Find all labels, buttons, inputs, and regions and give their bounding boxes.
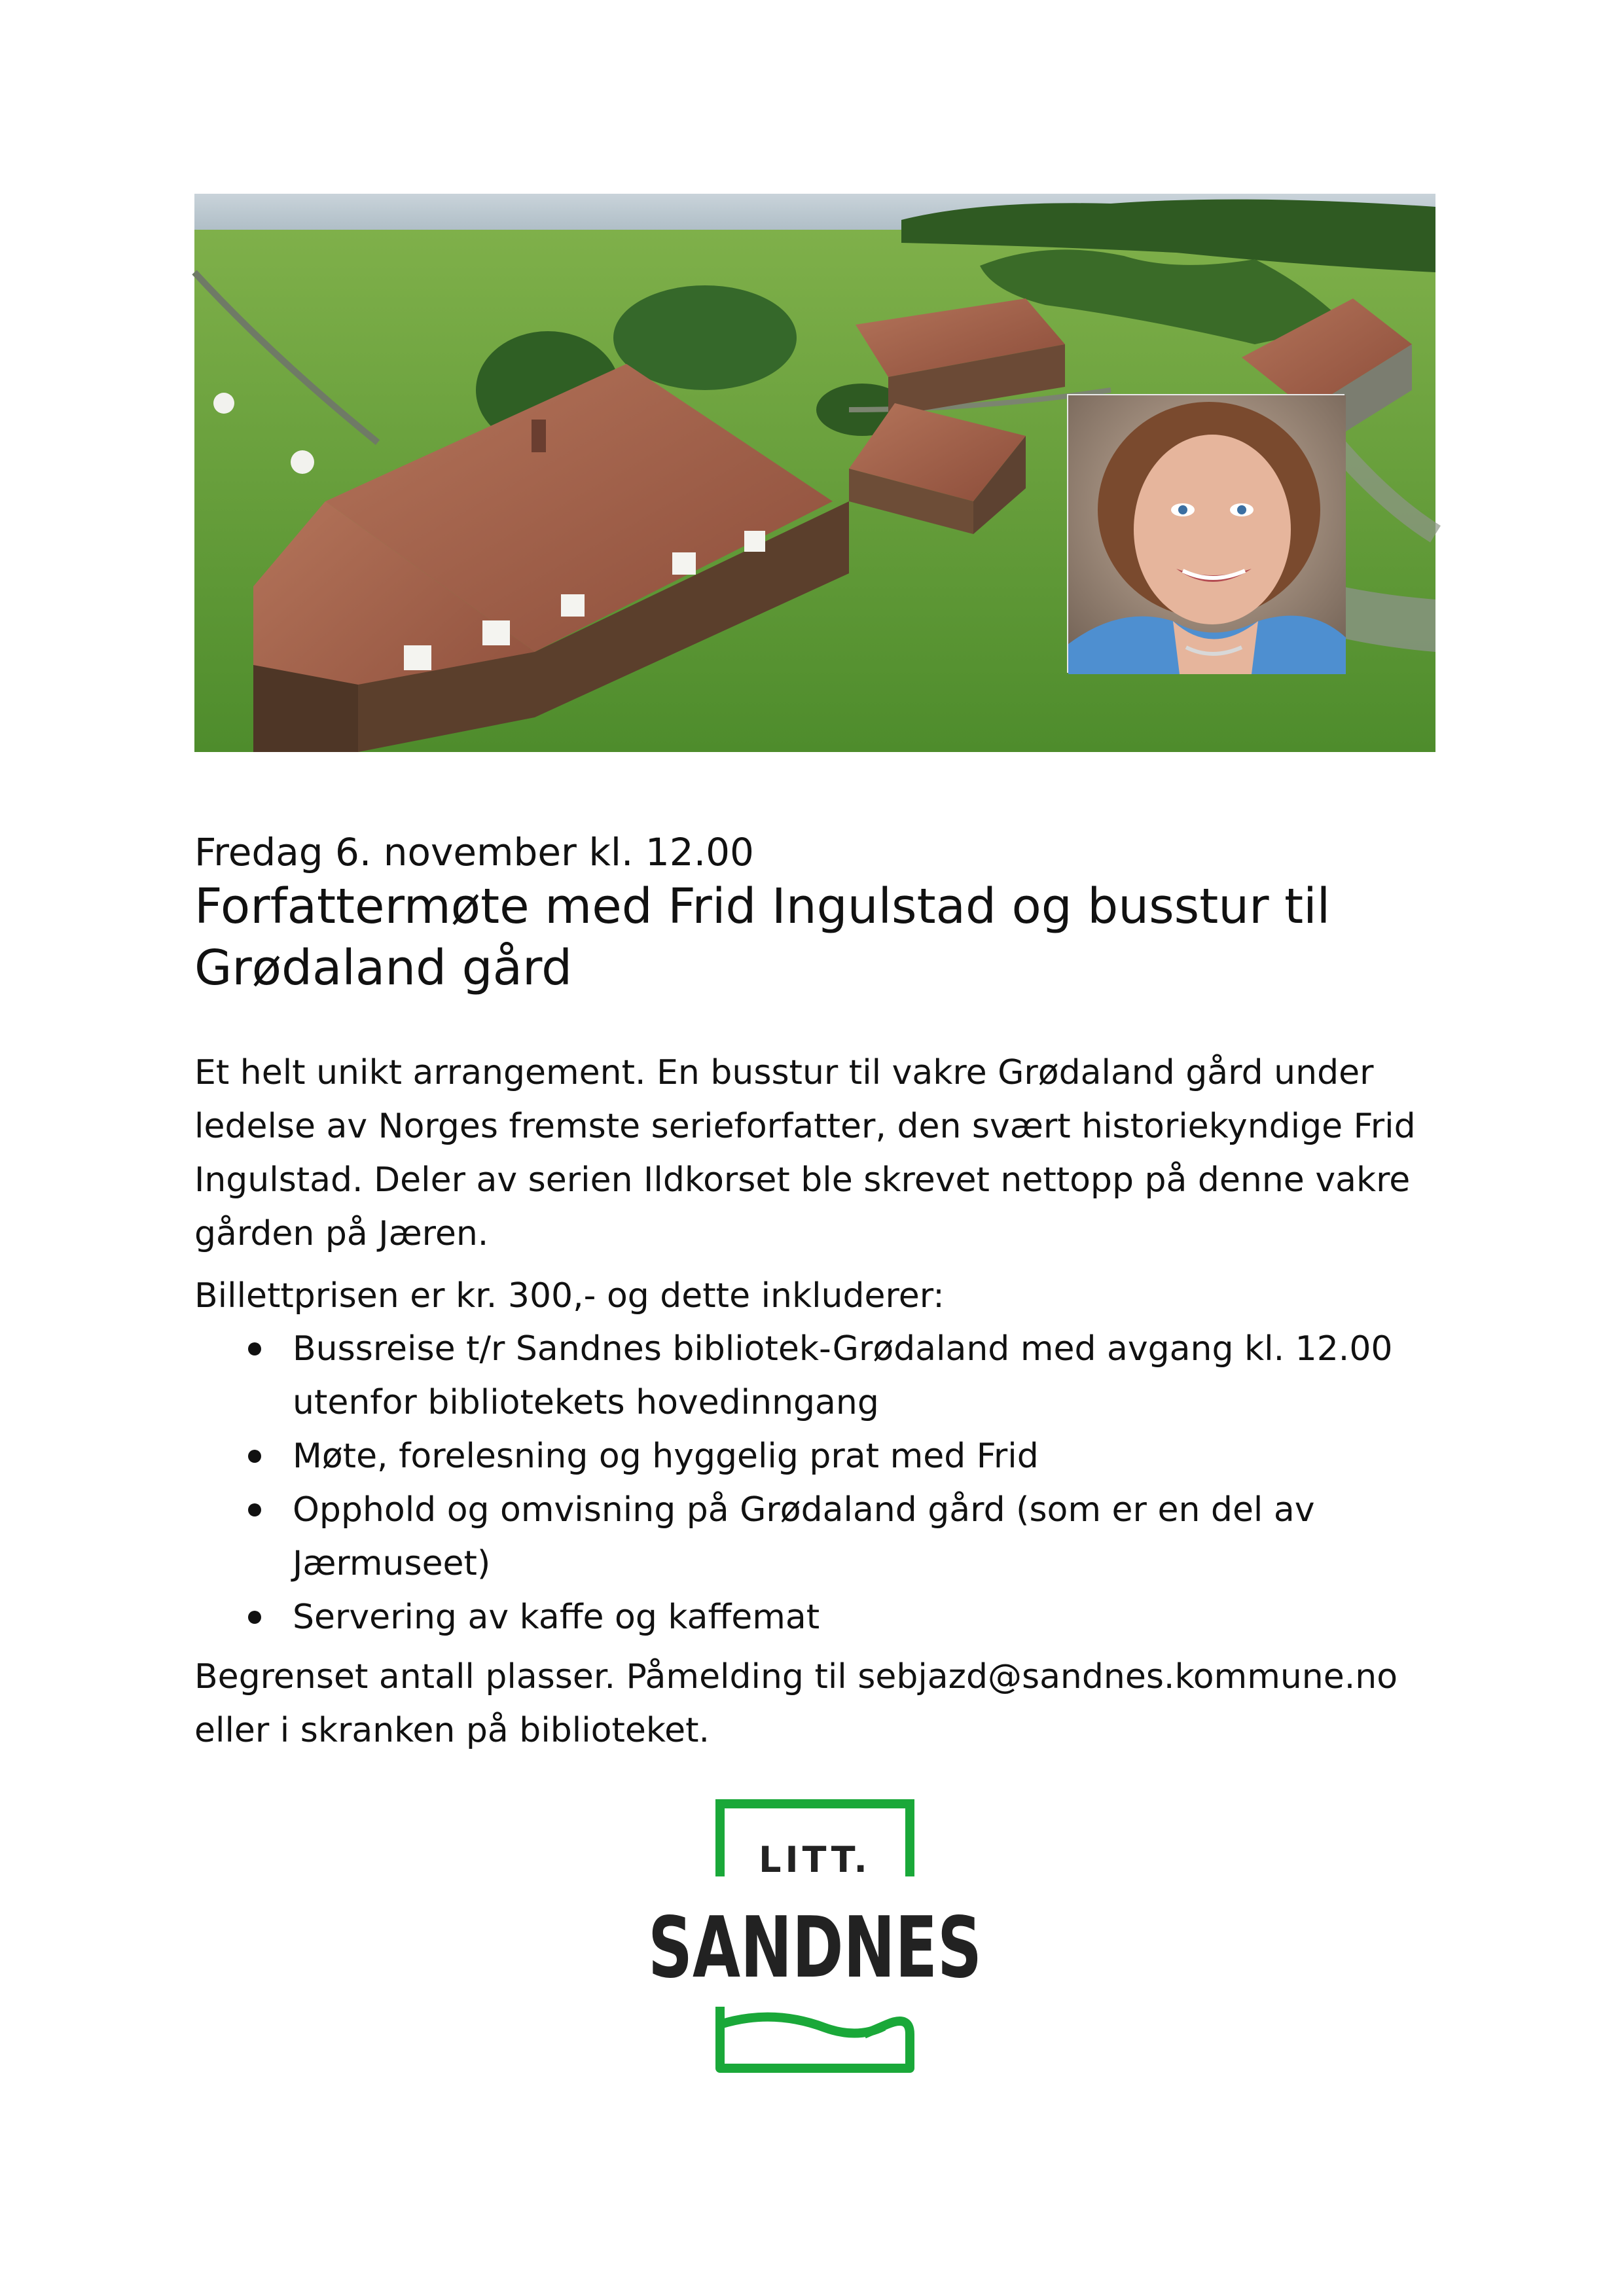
farm-landscape-photo (194, 194, 1435, 752)
litt-sandnes-logo (641, 1799, 988, 2073)
price-line: Billettprisen er kr. 300,- og dette inkluderer: (194, 1276, 945, 1316)
bullet-icon (248, 1450, 261, 1463)
list-item (194, 1483, 1438, 1590)
list-item-text: Møte, forelesning og hyggelig prat med Frid (293, 1437, 1039, 1476)
list-item-text: Opphold og omvisning på Grødaland gård (som er en del av Jærmuseet) (293, 1490, 1315, 1583)
event-date: Fredag 6. november kl. 12.00 (194, 830, 754, 874)
list-item-text: Bussreise t/r Sandnes bibliotek-Grødaland med avgang kl. 12.00 utenfor bibliotekets hovedinngang (293, 1329, 1393, 1422)
logo-top-text: LITT. (759, 1839, 871, 1880)
event-title: Forfattermøte med Frid Ingulstad og busstur til Grødaland gård (194, 878, 1331, 996)
list-item (194, 1322, 1438, 1429)
bullet-icon (248, 1342, 261, 1355)
bullet-icon (248, 1611, 261, 1624)
logo-main-text: SANDNES (648, 1899, 982, 1997)
registration-info: Begrenset antall plasser. Påmelding til sebjazd@sandnes.kommune.no eller i skranken på biblioteket. (194, 1657, 1398, 1750)
event-intro: Et helt unikt arrangement. En busstur til vakre Grødaland gård under ledelse av Norges fremste serieforfatter, den svært historiekyndige Frid Ingulstad. Deler av serien Ildkorset ble skrevet nettopp på denne vakre gården på Jæren. (194, 1053, 1416, 1253)
author-portrait-photo (1067, 394, 1344, 673)
list-item (194, 1429, 1438, 1483)
bullet-icon (248, 1503, 261, 1516)
list-item (194, 1590, 1438, 1644)
includes-list (194, 1322, 1438, 1644)
list-item-text: Servering av kaffe og kaffemat (293, 1598, 820, 1637)
